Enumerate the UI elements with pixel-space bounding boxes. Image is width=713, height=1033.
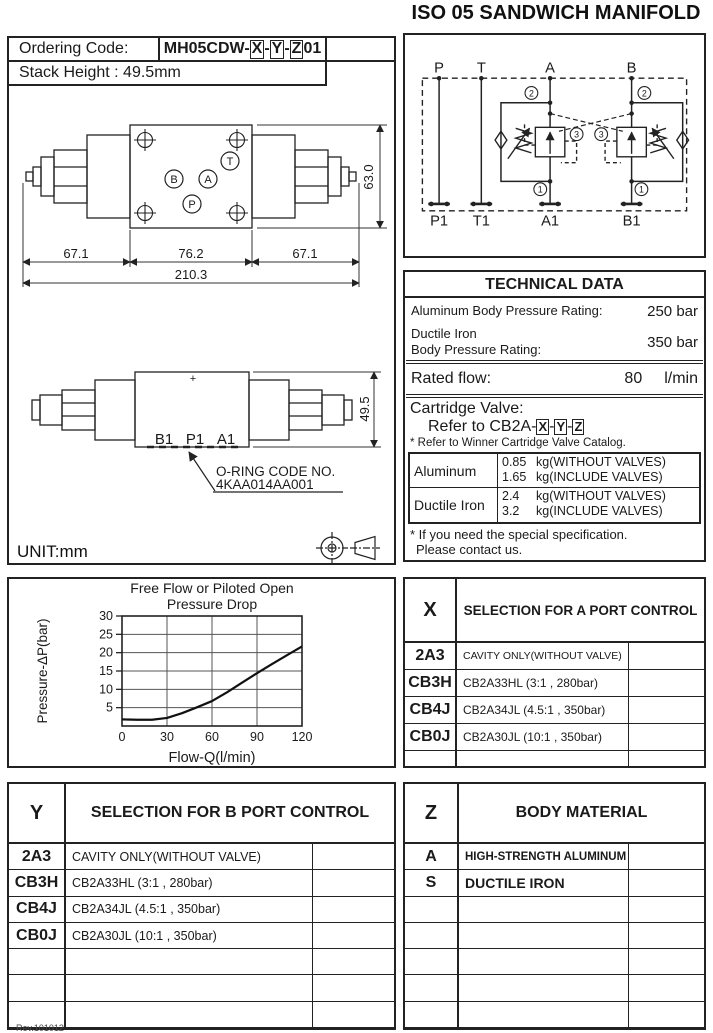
weight-desc: kg(WITHOUT VALVES) (536, 455, 666, 469)
svg-text:15: 15 (99, 664, 113, 678)
x-code-2a3: 2A3 (405, 643, 457, 669)
unit-label: UNIT:mm (17, 542, 88, 561)
pressure-drop-chart-panel (7, 577, 396, 768)
port-label-b: B (170, 174, 178, 186)
empty-cell (405, 949, 459, 974)
z-code-s: S (405, 870, 459, 895)
port-b1: B1 (622, 213, 641, 230)
page-title: ISO 05 SANDWICH MANIFOLD (411, 2, 701, 24)
ordering-code-table (9, 38, 394, 86)
engineering-views (9, 95, 394, 565)
cartridge-valve-title: Cartridge Valve: (410, 400, 524, 417)
weight-material-ductile: Ductile Iron (410, 488, 498, 522)
x-code-cb3h: CB3H (405, 670, 457, 696)
cartridge-valve-reference (410, 418, 699, 436)
empty-cell (459, 1002, 629, 1027)
aluminum-pressure-value: 250 bar (647, 302, 698, 320)
code-suffix: 01 (303, 40, 322, 57)
y-desc-cb0j: CB2A30JL (10:1 , 350bar) (66, 923, 313, 948)
dim-center: 76.2 (178, 246, 204, 261)
table-row (9, 870, 394, 896)
x-table-header (405, 579, 704, 643)
rated-flow-label: Rated flow: (411, 370, 492, 388)
technical-footnote (405, 524, 704, 557)
dim-height-63: 63.0 (361, 164, 376, 190)
balloon-3b: 3 (598, 129, 604, 140)
port-p: P (434, 60, 445, 77)
empty-cell (629, 1002, 704, 1027)
ductile-pressure-label (411, 326, 647, 357)
cartridge-z: Z (574, 419, 583, 434)
svg-text:Free Flow or Piloted Open: Free Flow or Piloted Open (130, 580, 294, 596)
table-row (405, 697, 704, 724)
z-key: Z (405, 784, 459, 842)
oring-code-title: O-RING CODE NO. (216, 464, 336, 479)
balloon-2a: 2 (528, 88, 534, 99)
revision-note: Rev.101012 (16, 1023, 64, 1033)
table-row (9, 844, 394, 870)
empty-cell (459, 923, 629, 948)
x-title: SELECTION FOR A PORT CONTROL (463, 602, 698, 618)
svg-text:5: 5 (106, 700, 113, 715)
technical-data-panel (403, 270, 706, 562)
x-desc-cb0j: CB2A30JL (10:1 , 350bar) (457, 724, 629, 750)
z-table-header (405, 784, 704, 844)
y-desc-2a3: CAVITY ONLY(WITHOUT VALVE) (66, 844, 313, 869)
front-view-labels (155, 373, 235, 448)
y-key: Y (9, 784, 66, 842)
empty-cell (313, 897, 394, 922)
ordering-code-label: Ordering Code: (9, 38, 160, 62)
z-code-a: A (405, 844, 459, 869)
table-row (9, 923, 394, 949)
y-code-2a3: 2A3 (9, 844, 66, 869)
table-row (405, 670, 704, 697)
cartridge-valve-block (405, 398, 704, 449)
empty-cell (629, 897, 704, 922)
port-t1: T1 (472, 213, 490, 230)
port-p1: P1 (430, 213, 449, 230)
port-label-a: A (204, 174, 212, 186)
empty-cell (66, 1002, 313, 1027)
empty-cell (629, 751, 704, 766)
cartridge-x: X (538, 419, 548, 434)
empty-cell (629, 870, 704, 895)
weight-line (502, 504, 699, 519)
weight-line (502, 489, 699, 504)
rated-flow-row (405, 364, 704, 394)
dim-total: 210.3 (174, 267, 208, 282)
empty-cell (629, 643, 704, 669)
hydraulic-schematic (405, 35, 704, 256)
dim-right: 67.1 (292, 246, 318, 261)
empty-cell (9, 949, 66, 974)
y-code-cb3h: CB3H (9, 870, 66, 895)
balloon-2b: 2 (641, 88, 647, 99)
weight-row-aluminum (410, 454, 699, 488)
empty-table-row (9, 1002, 394, 1028)
empty-cell (459, 975, 629, 1000)
y-desc-cb4j: CB2A34JL (4.5:1 , 350bar) (66, 897, 313, 922)
empty-cell (629, 670, 704, 696)
svg-text:0: 0 (118, 730, 126, 744)
code-y: Y (271, 40, 283, 57)
ductile-pressure-value: 350 bar (647, 333, 698, 351)
weight-line (502, 470, 699, 485)
weight-line (502, 455, 699, 470)
y-desc-cb3h: CB2A33HL (3:1 , 280bar) (66, 870, 313, 895)
technical-data-title: TECHNICAL DATA (405, 272, 704, 298)
oring-code-number: 4KAA014AA001 (216, 477, 314, 492)
rated-flow-value: 80 (624, 370, 643, 387)
table-row (405, 870, 704, 896)
empty-cell (457, 751, 629, 766)
svg-text:20: 20 (99, 645, 113, 660)
counterbalance-valve-b (605, 124, 688, 162)
x-desc-cb3h: CB2A33HL (3:1 , 280bar) (457, 670, 629, 696)
aluminum-pressure-row (405, 298, 704, 324)
port-b: B (626, 60, 637, 77)
port-label-b1: B1 (154, 431, 174, 448)
weight-value: 0.85 (502, 455, 527, 469)
empty-cell (313, 870, 394, 895)
y-table-header (9, 784, 394, 844)
weight-value: 3.2 (502, 504, 520, 518)
weight-table (408, 452, 701, 524)
table-row (9, 897, 394, 923)
empty-cell (313, 975, 394, 1000)
svg-text:30: 30 (99, 609, 113, 623)
dim-left: 67.1 (63, 246, 89, 261)
code-x: X (251, 40, 263, 57)
z-body-material-table (403, 782, 706, 1030)
weight-row-ductile (410, 488, 699, 522)
weight-material-aluminum: Aluminum (410, 454, 498, 487)
x-code-cb0j: CB0J (405, 724, 457, 750)
pressure-drop-chart (9, 579, 394, 766)
empty-cell (9, 975, 66, 1000)
svg-text:90: 90 (250, 730, 264, 744)
y-code-cb4j: CB4J (9, 897, 66, 922)
empty-cell (66, 975, 313, 1000)
svg-text:30: 30 (160, 730, 174, 744)
top-view-dimension-lines (23, 125, 387, 287)
empty-cell (405, 1002, 459, 1027)
ductile-pressure-row (405, 324, 704, 360)
ordering-code-row (9, 38, 394, 62)
empty-cell (66, 949, 313, 974)
port-a1: A1 (541, 213, 560, 230)
dim-height-49: 49.5 (357, 396, 372, 422)
weight-value: 1.65 (502, 470, 527, 484)
svg-text:Pressure Drop: Pressure Drop (166, 596, 258, 612)
empty-cell (629, 923, 704, 948)
empty-table-row (405, 897, 704, 923)
empty-cell (313, 844, 394, 869)
oring-callout (189, 452, 343, 492)
counterbalance-valve-a (495, 124, 580, 162)
table-row (405, 844, 704, 870)
balloon-1b: 1 (638, 184, 644, 195)
empty-table-row (9, 975, 394, 1001)
svg-text:Pressure-ΔP(bar): Pressure-ΔP(bar) (35, 618, 50, 724)
empty-cell (459, 897, 629, 922)
code-sep1: - (264, 40, 270, 57)
aluminum-pressure-label: Aluminum Body Pressure Rating: (411, 303, 603, 319)
footnote-line1: * If you need the special specification. (410, 527, 628, 542)
weight-desc: kg(INCLUDE VALVES) (536, 470, 663, 484)
balloon-3a: 3 (574, 129, 580, 140)
port-t: T (476, 60, 486, 77)
ductile-pressure-label-line1: Ductile Iron (411, 326, 477, 342)
x-desc-cb4j: CB2A34JL (4.5:1 , 350bar) (457, 697, 629, 723)
svg-text:10: 10 (99, 682, 113, 697)
y-title: SELECTION FOR B PORT CONTROL (90, 804, 370, 822)
empty-cell (405, 897, 459, 922)
empty-cell (629, 949, 704, 974)
dimension-drawing-panel (7, 36, 396, 565)
svg-text:60: 60 (205, 730, 219, 744)
weight-value: 2.4 (502, 489, 520, 503)
weight-desc: kg(WITHOUT VALVES) (536, 489, 666, 503)
empty-cell (313, 1002, 394, 1027)
weight-values-aluminum (498, 454, 699, 487)
y-selection-table (7, 782, 396, 1030)
ductile-pressure-label-line2: Body Pressure Rating: (411, 342, 542, 357)
empty-table-row (405, 751, 704, 766)
empty-cell (629, 697, 704, 723)
empty-cell (629, 844, 704, 869)
empty-cell (459, 949, 629, 974)
top-view-port-labels (170, 156, 233, 211)
rated-flow-unit: l/min (664, 370, 698, 387)
port-label-t: T (226, 156, 234, 168)
empty-table-row (405, 1002, 704, 1028)
empty-table-row (9, 949, 394, 975)
empty-table-row (405, 923, 704, 949)
projection-symbol-icon (316, 532, 380, 564)
ordering-code-value (160, 38, 327, 62)
stack-height-label: Stack Height : 49.5mm (9, 62, 327, 86)
table-row (405, 724, 704, 751)
code-sep2: - (284, 40, 290, 57)
ordering-empty-cell (327, 38, 394, 62)
plus-mark: + (189, 373, 197, 385)
code-z: Z (291, 40, 302, 57)
x-desc-2a3: CAVITY ONLY(WITHOUT VALVE) (457, 643, 629, 669)
svg-text:Flow-Q(l/min): Flow-Q(l/min) (168, 750, 256, 766)
port-label-p: P (188, 199, 196, 211)
table-row (405, 643, 704, 670)
empty-cell (405, 975, 459, 1000)
y-code-cb0j: CB0J (9, 923, 66, 948)
empty-cell (629, 975, 704, 1000)
top-view-dimension-labels (63, 164, 376, 282)
z-title: BODY MATERIAL (515, 804, 648, 822)
weight-values-ductile (498, 488, 699, 522)
port-label-p1: P1 (185, 431, 205, 448)
cartridge-note: * Refer to Winner Cartridge Valve Catalog. (410, 437, 626, 449)
empty-cell (405, 923, 459, 948)
empty-table-row (405, 975, 704, 1001)
cartridge-prefix: Refer to CB2A- (428, 418, 537, 435)
port-a: A (545, 60, 555, 77)
port-label-a1: A1 (216, 431, 236, 448)
svg-text:25: 25 (99, 627, 113, 642)
cartridge-y: Y (556, 419, 566, 434)
hydraulic-schematic-panel (403, 33, 706, 258)
z-desc-ductile: DUCTILE IRON (459, 870, 629, 895)
code-prefix: MH05CDW- (163, 40, 250, 57)
empty-cell (313, 923, 394, 948)
svg-text:120: 120 (291, 730, 313, 744)
balloon-1a: 1 (537, 184, 543, 195)
empty-cell (313, 949, 394, 974)
empty-cell (629, 724, 704, 750)
empty-cell (405, 751, 457, 766)
weight-desc: kg(INCLUDE VALVES) (536, 504, 663, 518)
z-desc-aluminum: HIGH-STRENGTH ALUMINUM (459, 844, 629, 869)
x-code-cb4j: CB4J (405, 697, 457, 723)
empty-table-row (405, 949, 704, 975)
cartridge-sep2: - (567, 418, 573, 435)
x-selection-table (403, 577, 706, 768)
cartridge-sep1: - (549, 418, 555, 435)
footnote-line2: Please contact us. (416, 542, 523, 557)
x-key: X (405, 579, 457, 641)
